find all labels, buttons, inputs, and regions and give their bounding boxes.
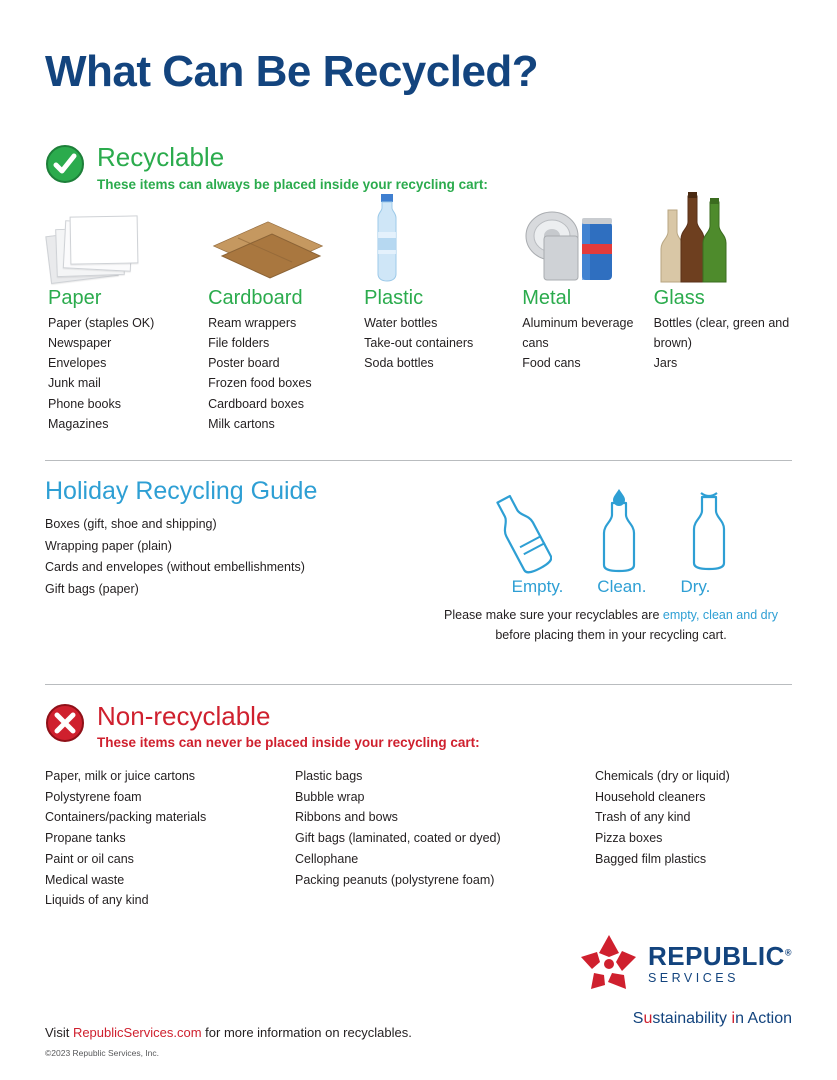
logo-name: REPUBLIC® [647,941,792,972]
step-label-clean: Clean. [597,577,647,597]
nonrecyclable-column-3 [595,766,792,911]
list-item: Paper, milk or juice cartons [45,768,196,783]
visit-prefix: Visit [45,1025,73,1040]
list-item: Milk cartons [208,416,275,431]
category-cardboard [208,206,364,435]
category-plastic [364,206,522,435]
list-item: Pizza boxes [595,831,663,846]
dry-bottle-icon [688,489,732,575]
list-item: File folders [208,335,270,350]
list-item: Take-out containers [364,335,474,350]
category-paper-name: Paper [48,286,102,309]
category-glass-items [654,313,792,374]
list-item: Newspaper [48,335,112,350]
list-item: Packing peanuts (polystyrene foam) [295,872,495,887]
x-circle-icon [45,703,85,743]
category-paper [48,206,208,435]
page-title: What Can Be Recycled? [45,47,539,96]
list-item: Trash of any kind [595,810,691,825]
copyright-text: ©2023 Republic Services, Inc. [45,1048,159,1058]
list-item: Poster board [208,356,280,371]
recyclable-section-header [45,144,792,191]
list-item: Phone books [48,396,121,411]
list-item: Paper (staples OK) [48,315,155,330]
empty-clean-dry-note [430,605,792,645]
cans-image [522,206,653,284]
cardboard-sheets-image [208,206,364,284]
list-item: Bottles (clear, green and brown) [653,315,790,350]
recyclable-heading: Recyclable [97,142,225,173]
list-item: Gift bags (laminated, coated or dyed) [295,831,501,846]
list-item: Cellophane [295,851,359,866]
nonrecyclable-subheading: These items can never be placed inside your recycling cart: [97,734,480,750]
republic-services-logo [502,933,792,1028]
water-bottle-image [364,206,522,284]
list-item: Paint or oil cans [45,851,134,866]
list-item: Wrapping paper (plain) [45,538,172,553]
list-item: Propane tanks [45,831,126,846]
category-plastic-name: Plastic [364,286,424,309]
tilted-bottle-icon [490,489,552,575]
list-item: Cards and envelopes (without embellishments) [45,560,305,575]
list-item: Boxes (gift, shoe and shipping) [45,517,217,532]
nonrecyclable-column-2 [295,766,595,911]
glass-bottles-image [654,206,792,284]
list-item: Ribbons and bows [295,810,398,825]
nonrecyclable-column-1 [45,766,295,911]
category-metal [522,206,653,435]
list-item: Gift bags (paper) [45,581,139,596]
list-item: Cardboard boxes [208,396,304,411]
list-item: Polystyrene foam [45,789,142,804]
list-item: Plastic bags [295,768,363,783]
nonrecyclable-heading: Non-recyclable [97,700,271,731]
visit-suffix: for more information on recyclables. [201,1025,412,1040]
category-cardboard-name: Cardboard [208,286,303,309]
note-highlight: empty, clean and dry [662,608,778,623]
list-item: Frozen food boxes [208,376,312,391]
list-item: Containers/packing materials [45,810,207,825]
list-item: Food cans [522,356,581,371]
note-suffix: before placing them in your recycling cart. [495,628,727,643]
check-circle-icon [45,144,85,184]
list-item: Jars [653,356,678,371]
list-item: Magazines [48,416,109,431]
list-item: Bubble wrap [295,789,365,804]
nonrecyclable-columns [45,766,792,911]
category-cardboard-items [208,313,364,435]
list-item: Bagged film plastics [595,851,707,866]
divider-top [45,460,792,461]
republic-services-link[interactable]: RepublicServices.com [72,1025,202,1040]
list-item: Medical waste [45,872,125,887]
holiday-items [45,514,430,600]
republic-star-icon [578,933,640,996]
step-label-empty: Empty. [511,577,564,597]
list-item: Liquids of any kind [45,893,149,908]
empty-clean-dry-labels [430,577,792,597]
logo-tagline: Sustainability in Action [632,1010,792,1027]
category-metal-items [522,313,653,374]
list-item: Ream wrappers [208,315,297,330]
logo-trademark: ® [784,947,792,958]
recyclable-categories [45,206,792,435]
recyclable-subheading: These items can always be placed inside your recycling cart: [97,176,488,192]
list-item: Envelopes [48,356,107,371]
step-label-dry: Dry. [680,577,711,597]
list-item: Soda bottles [364,356,434,371]
category-glass [654,206,792,435]
list-item: Aluminum beverage cans [522,315,634,350]
list-item: Household cleaners [595,789,706,804]
holiday-section [45,479,792,658]
list-item: Junk mail [48,376,101,391]
category-plastic-items [364,313,522,374]
category-paper-items [48,313,208,435]
note-prefix: Please make sure your recyclables are [444,608,663,623]
bottle-drop-icon [598,489,642,575]
category-glass-name: Glass [653,286,705,309]
logo-subtitle: SERVICES [647,970,739,985]
list-item: Water bottles [364,315,438,330]
holiday-title: Holiday Recycling Guide [45,477,318,506]
paper-stack-image [48,206,208,284]
page-footer [45,941,792,1058]
category-metal-name: Metal [522,286,572,309]
list-item: Chemicals (dry or liquid) [595,768,730,783]
empty-clean-dry-icons [430,483,792,575]
divider-bottom [45,684,792,685]
nonrecyclable-section-header [45,700,792,750]
